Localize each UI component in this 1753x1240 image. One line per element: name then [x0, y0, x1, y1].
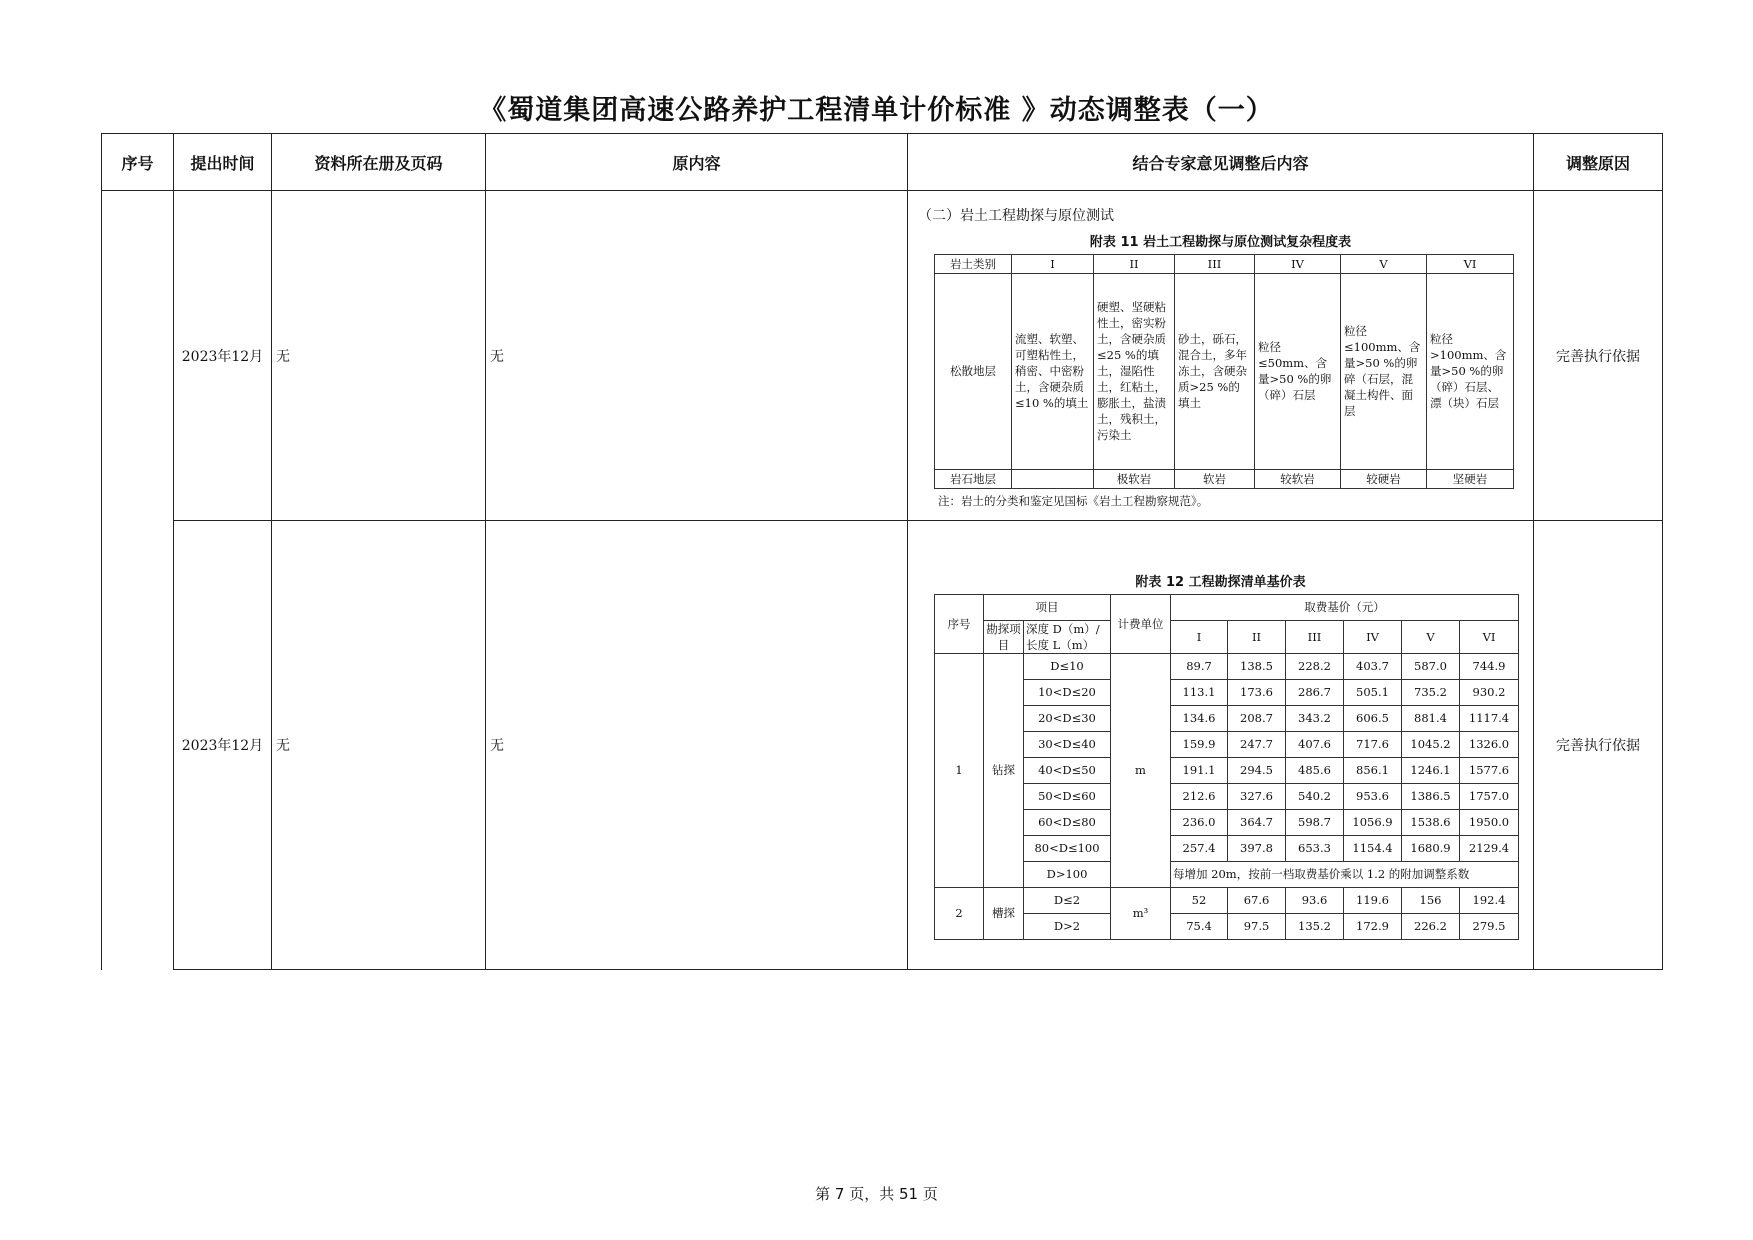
price-cell: 1680.9: [1402, 835, 1460, 861]
price-cell: 735.2: [1402, 679, 1460, 705]
complexity-header: VI: [1427, 254, 1514, 273]
complexity-header: I: [1012, 254, 1094, 273]
price-cell: 587.0: [1402, 653, 1460, 679]
rock-cell: 较硬岩: [1341, 469, 1427, 488]
price-cell: 717.6: [1344, 731, 1402, 757]
row-time: 2023年12月: [174, 521, 272, 970]
price-cell: 881.4: [1402, 705, 1460, 731]
grade-header: I: [1171, 620, 1228, 653]
header-reason: 调整原因: [1534, 134, 1663, 191]
price-row: [935, 887, 1519, 913]
row-original: 无: [486, 191, 908, 521]
trench-unit: m³: [1111, 887, 1171, 939]
price-cell: 212.6: [1171, 783, 1228, 809]
price-cell: 327.6: [1228, 783, 1286, 809]
price-cell: 286.7: [1286, 679, 1344, 705]
rock-label: 岩石地层: [935, 469, 1012, 488]
price-cell: 930.2: [1460, 679, 1519, 705]
row-seq: [102, 191, 174, 970]
drill-name: 钻探: [984, 653, 1024, 887]
price-cell: 485.6: [1286, 757, 1344, 783]
price-cell: 172.9: [1344, 913, 1402, 939]
price-row: [935, 653, 1519, 679]
trench-name: 槽探: [984, 887, 1024, 939]
price-cell: 1386.5: [1402, 783, 1460, 809]
price-header-item: 项目: [984, 594, 1111, 620]
price-cell: 856.1: [1344, 757, 1402, 783]
price-cell: 247.7: [1228, 731, 1286, 757]
price-cell: 279.5: [1460, 913, 1519, 939]
price-cell: 505.1: [1344, 679, 1402, 705]
price-cell: 953.6: [1344, 783, 1402, 809]
price-cell: 228.2: [1286, 653, 1344, 679]
price-header-depth: 深度 D（m）/长度 L（m）: [1024, 620, 1111, 653]
price-cell: 208.7: [1228, 705, 1286, 731]
loose-cell: 粒径>100mm、含量>50 %的卵（碎）石层、漂（块）石层: [1427, 273, 1514, 469]
complexity-header: III: [1175, 254, 1255, 273]
depth-cell: 60<D≤80: [1024, 809, 1111, 835]
header-original: 原内容: [486, 134, 908, 191]
drill-unit: m: [1111, 653, 1171, 887]
depth-cell: D>2: [1024, 913, 1111, 939]
adjustment-table: [101, 133, 1663, 970]
trench-body: [935, 887, 1519, 939]
price-cell: 744.9: [1460, 653, 1519, 679]
loose-label: 松散地层: [935, 273, 1012, 469]
rock-cell: 软岩: [1175, 469, 1255, 488]
row-reason: 完善执行依据: [1534, 521, 1663, 970]
price-cell: 1326.0: [1460, 731, 1519, 757]
price-cell: 1538.6: [1402, 809, 1460, 835]
grade-header: V: [1402, 620, 1460, 653]
table11-caption: （二）岩土工程勘探与原位测试: [918, 207, 1114, 224]
price-cell: 134.6: [1171, 705, 1228, 731]
price-cell: 1246.1: [1402, 757, 1460, 783]
over-note: 每增加 20m，按前一档取费基价乘以 1.2 的附加调整系数: [1171, 861, 1519, 887]
price-cell: 257.4: [1171, 835, 1228, 861]
row-reason: 完善执行依据: [1534, 191, 1663, 521]
price-cell: 113.1: [1171, 679, 1228, 705]
table12-title: 附表 12 工程勘探清单基价表: [1135, 574, 1306, 590]
price-header-seq: 序号: [935, 594, 984, 653]
price-cell: 97.5: [1228, 913, 1286, 939]
complexity-header: IV: [1255, 254, 1341, 273]
table11-note: 注：岩土的分类和鉴定见国标《岩土工程勘察规范》。: [938, 493, 1209, 508]
rock-cell: [1012, 469, 1094, 488]
page-title: 《蜀道集团高速公路养护工程清单计价标准 》动态调整表（一）: [479, 95, 1274, 126]
price-cell: 1577.6: [1460, 757, 1519, 783]
price-cell: 1045.2: [1402, 731, 1460, 757]
price-cell: 1117.4: [1460, 705, 1519, 731]
price-header-unit: 计费单位: [1111, 594, 1171, 653]
depth-cell: D>100: [1024, 861, 1111, 887]
table-row: [102, 191, 1663, 521]
price-header-price: 取费基价（元）: [1171, 594, 1519, 620]
complexity-header: 岩土类别: [935, 254, 1012, 273]
row-source: 无: [272, 191, 486, 521]
price-cell: 403.7: [1344, 653, 1402, 679]
trench-seq: 2: [935, 887, 984, 939]
price-cell: 138.5: [1228, 653, 1286, 679]
price-cell: 119.6: [1344, 887, 1402, 913]
depth-cell: 30<D≤40: [1024, 731, 1111, 757]
price-cell: 1056.9: [1344, 809, 1402, 835]
drill-seq: 1: [935, 653, 984, 887]
depth-cell: 40<D≤50: [1024, 757, 1111, 783]
header-time: 提出时间: [174, 134, 272, 191]
price-header-kind: 勘探项目: [984, 620, 1024, 653]
header-seq: 序号: [102, 134, 174, 191]
depth-cell: D≤10: [1024, 653, 1111, 679]
price-cell: 407.6: [1286, 731, 1344, 757]
price-cell: 159.9: [1171, 731, 1228, 757]
grade-header: VI: [1460, 620, 1519, 653]
rock-cell: 极软岩: [1094, 469, 1175, 488]
row-original: 无: [486, 521, 908, 970]
row-time: 2023年12月: [174, 191, 272, 521]
row-adjusted-content: [908, 521, 1534, 970]
price-table: [934, 594, 1519, 940]
loose-cell: 硬塑、坚硬粘性土，密实粉土，含硬杂质≤25 %的填土，湿陷性土，红粘土，膨胀土，盐渍土，残积土，污染土: [1094, 273, 1175, 469]
complexity-header: II: [1094, 254, 1175, 273]
price-cell: 598.7: [1286, 809, 1344, 835]
price-cell: 191.1: [1171, 757, 1228, 783]
grade-header: III: [1286, 620, 1344, 653]
price-cell: 1154.4: [1344, 835, 1402, 861]
price-cell: 236.0: [1171, 809, 1228, 835]
price-cell: 226.2: [1402, 913, 1460, 939]
row-source: 无: [272, 521, 486, 970]
rock-cell: 坚硬岩: [1427, 469, 1514, 488]
price-cell: 75.4: [1171, 913, 1228, 939]
price-cell: 89.7: [1171, 653, 1228, 679]
page-footer: 第 7 页，共 51 页: [815, 1185, 938, 1203]
price-cell: 397.8: [1228, 835, 1286, 861]
loose-cell: 粒径≤100mm、含量>50 %的卵碎（石层，混凝土构件、面层: [1341, 273, 1427, 469]
price-cell: 67.6: [1228, 887, 1286, 913]
price-cell: 52: [1171, 887, 1228, 913]
complexity-header: V: [1341, 254, 1427, 273]
loose-cell: 粒径≤50mm、含量>50 %的卵（碎）石层: [1255, 273, 1341, 469]
price-cell: 192.4: [1460, 887, 1519, 913]
rock-row: [935, 469, 1514, 488]
table11-title: 附表 11 岩土工程勘探与原位测试复杂程度表: [1089, 234, 1352, 250]
loose-cell: 砂土，砾石，混合土，多年冻土，含硬杂质>25 %的填土: [1175, 273, 1255, 469]
drill-body: [935, 653, 1519, 887]
depth-cell: 50<D≤60: [1024, 783, 1111, 809]
header-adjusted: 结合专家意见调整后内容: [908, 134, 1534, 191]
price-cell: 364.7: [1228, 809, 1286, 835]
price-cell: 606.5: [1344, 705, 1402, 731]
grade-header: II: [1228, 620, 1286, 653]
price-cell: 653.3: [1286, 835, 1344, 861]
depth-cell: D≤2: [1024, 887, 1111, 913]
row-adjusted-content: [908, 191, 1534, 521]
depth-cell: 10<D≤20: [1024, 679, 1111, 705]
complexity-table: [934, 254, 1514, 489]
price-cell: 1757.0: [1460, 783, 1519, 809]
price-cell: 1950.0: [1460, 809, 1519, 835]
table-row: [102, 521, 1663, 970]
grade-header: IV: [1344, 620, 1402, 653]
loose-cell: 流塑、软塑、可塑粘性土，稍密、中密粉土，含硬杂质≤10 %的填土: [1012, 273, 1094, 469]
header-source: 资料所在册及页码: [272, 134, 486, 191]
loose-soil-row: [935, 273, 1514, 469]
price-cell: 540.2: [1286, 783, 1344, 809]
depth-cell: 80<D≤100: [1024, 835, 1111, 861]
price-cell: 343.2: [1286, 705, 1344, 731]
price-cell: 173.6: [1228, 679, 1286, 705]
header-row: [102, 134, 1663, 191]
price-cell: 135.2: [1286, 913, 1344, 939]
depth-cell: 20<D≤30: [1024, 705, 1111, 731]
rock-cell: 较软岩: [1255, 469, 1341, 488]
price-cell: 156: [1402, 887, 1460, 913]
price-cell: 2129.4: [1460, 835, 1519, 861]
complexity-header-row: [935, 254, 1514, 273]
price-cell: 93.6: [1286, 887, 1344, 913]
price-cell: 294.5: [1228, 757, 1286, 783]
